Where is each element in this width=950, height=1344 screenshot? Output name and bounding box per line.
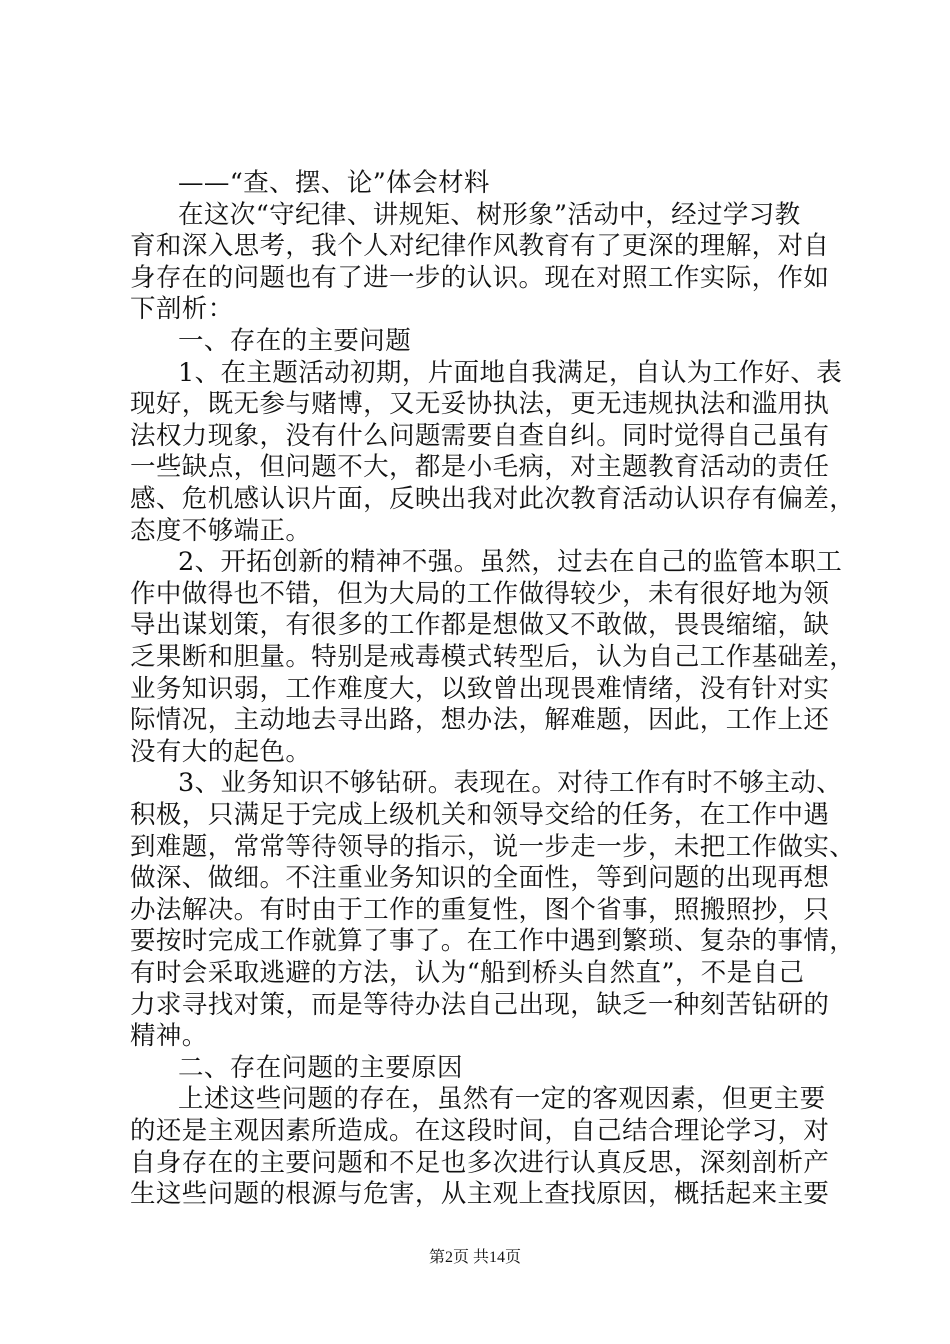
text-line: 力求寻找对策，而是等待办法自己出现，缺乏一种刻苦钻研的	[130, 989, 830, 1020]
text-line: 到难题，常常等待领导的指示，说一步走一步，未把工作做实、	[130, 831, 856, 862]
text-line: 身存在的问题也有了进一步的认识。现在对照工作实际，作如	[130, 262, 830, 293]
text-line: 现好，既无参与赌博，又无妥协执法，更无违规执法和滥用执	[130, 389, 830, 420]
text-line: 有时会采取逃避的方法，认为“船到桥头自然直”，不是自己	[130, 958, 805, 988]
text-line: 3、业务知识不够钻研。表现在。对待工作有时不够主动、	[178, 768, 843, 799]
text-line: 积极，只满足于完成上级机关和领导交给的任务，在工作中遇	[130, 800, 830, 830]
text-line: 没有大的起色。	[130, 736, 312, 767]
text-line: 要按时完成工作就算了事了。在工作中遇到繁琐、复杂的事情，	[130, 926, 856, 957]
text-line: 精神。	[130, 1021, 208, 1052]
text-line: 2、开拓创新的精神不强。虽然，过去在自己的监管本职工	[178, 547, 843, 578]
text-line: 下剖析：	[130, 294, 234, 325]
text-line: 的还是主观因素所造成。在这段时间，自己结合理论学习，对	[130, 1116, 830, 1146]
text-line: 在这次“守纪律、讲规矩、树形象”活动中，经过学习教	[178, 199, 801, 230]
text-line: 办法解决。有时由于工作的重复性，图个省事，照搬照抄，只	[130, 894, 830, 925]
text-line: 法权力现象，没有什么问题需要自查自纠。同时觉得自己虽有	[130, 420, 830, 451]
text-line: 做深、做细。不注重业务知识的全面性，等到问题的出现再想	[130, 863, 830, 894]
text-line: 1、在主题活动初期，片面地自我满足，自认为工作好、表	[178, 357, 843, 388]
text-line: 业务知识弱，工作难度大，以致曾出现畏难情绪，没有针对实	[130, 673, 830, 704]
text-line: 际情况，主动地去寻出路，想办法，解难题，因此，工作上还	[130, 705, 830, 736]
text-line: 上述这些问题的存在，虽然有一定的客观因素，但更主要	[178, 1084, 826, 1115]
text-line: 感、危机感认识片面，反映出我对此次教育活动认识存有偏差，	[130, 484, 856, 514]
text-line: 一些缺点，但问题不大，都是小毛病，对主题教育活动的责任	[130, 452, 830, 483]
text-line: 乏果断和胆量。特别是戒毒模式转型后，认为自己工作基础差，	[130, 642, 856, 672]
text-line: 自身存在的主要问题和不足也多次进行认真反思，深刻剖析产	[130, 1147, 830, 1178]
text-line: 育和深入思考，我个人对纪律作风教育有了更深的理解，对自	[130, 231, 830, 262]
text-line: ——“查、摆、论”体会材料	[178, 168, 490, 198]
text-line: 一、存在的主要问题	[178, 326, 412, 356]
text-line: 态度不够端正。	[130, 515, 312, 546]
text-line: 二、存在问题的主要原因	[178, 1052, 463, 1083]
text-line: 导出谋划策，有很多的工作都是想做又不敢做，畏畏缩缩，缺	[130, 610, 830, 641]
text-line: 生这些问题的根源与危害，从主观上查找原因，概括起来主要	[130, 1179, 830, 1210]
text-line: 作中做得也不错，但为大局的工作做得较少，未有很好地为领	[130, 578, 830, 609]
page-footer: 第2页 共14页	[428, 1249, 521, 1266]
